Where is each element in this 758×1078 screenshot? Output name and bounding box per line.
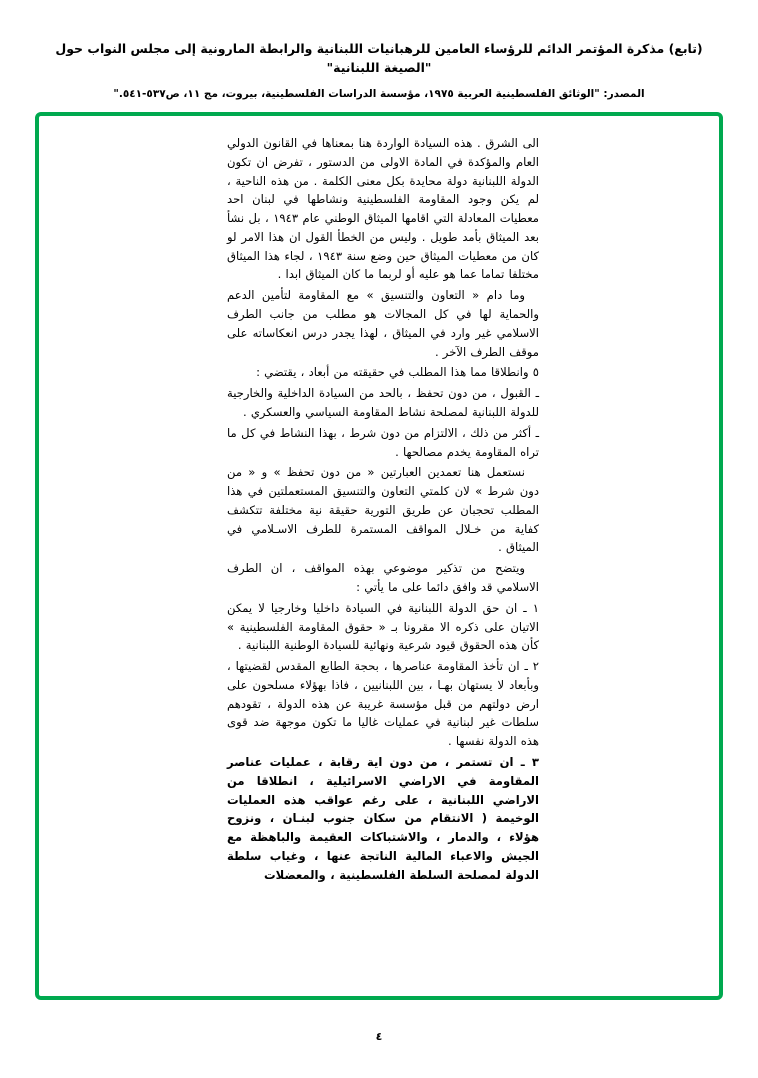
document-body <box>227 134 539 886</box>
paragraph: ـ القبول ، من دون تحفظ ، بالحد من السيادة الداخلية والخارجية للدولة اللبنانية لمصلحة نشاط المقاومة السياسي والعسكري . <box>227 386 539 419</box>
page-title: (تابع) مذكرة المؤتمر الدائم للرؤساء العامين للرهبانيات اللبنانية والرابطة المارونية إلى مجلس النواب حول "الصيغة اللبنانية" <box>55 41 703 75</box>
page-number: ٤ <box>375 1030 383 1043</box>
paragraph: ٢ ـ ان تأخذ المقاومة عناصرها ، بحجة الطابع المقدس لقضيتها ، وبأبعاد لا يستهان بهـا ، بين اللبنانيين ، فاذا بهؤلاء مسلحون على ارض دولتهم من قبل مؤسسة غريبة عن هذه الدولة ، تقودهم سلطات غير لبنانية في عمليات غاليا ما تكون موجهة ضد قوى هذه الدولة نفسها . <box>227 659 539 749</box>
paragraph: ـ أكثر من ذلك ، الالتزام من دون شرط ، بهذا النشاط في كل ما تراه المقاومة يخدم مصالحها . <box>227 425 539 459</box>
content-frame <box>35 112 723 1000</box>
paragraph: ويتضح من تذكير موضوعي بهذه المواقف ، ان الطرف الاسلامي قد وافق دائما على ما يأتي : <box>227 561 539 594</box>
paragraph: الى الشرق . هذه السيادة الواردة هنا بمعناها في القانون الدولي العام والمؤكدة في المادة الاولى من الدستور ، تفرض ان تكون الدولة اللبنانية دولة محايدة بكل معنى الكلمة . من هذه الناحية ، لم يكن وجود المقاومة الفلسطينية ونشاطها في لبنان احد معطيات المعادلة التي اقامها الميثاق الوطني عام ١٩٤٣ ، بل نشأ بعد الميثاق بأمد طويل . وليس من الخطأ القول ان هذا الامر لو كان من معطيات الميثاق حين وضع سنة ١٩٤٣ ، لجاء هذا الميثاق مختلفا تماما عما هو عليه أو لربما ما كان الميثاق ابدا . <box>227 136 539 282</box>
paragraph: نستعمل هنا تعمدين العبارتين « من دون تحفظ » و « من دون شرط » لان كلمتي التعاون والتنسيق المستعملتين في هذا المطلب تحجبان عن طريق التورية حقيقة نية مختلفة تتكشف كفاية من خـلال المواقف المستمرة للطرف الاسـلامي في الميثاق . <box>227 465 539 555</box>
paragraph: وما دام « التعاون والتنسيق » مع المقاومة لتأمين الدعم والحماية لها في كل المجالات هو مطلب من جانب الطرف الاسلامي غير وارد في الميثاق ، لهذا يجدر درس انعكاساته على موقف الطرف الآخر . <box>227 288 539 359</box>
paragraph: ١ ـ ان حق الدولة اللبنانية في السيادة داخليا وخارجيا لا يمكن الاتيان على ذكره الا مقرونا بـ « حقوق المقاومة الفلسطينية » كأن هذه الحقوق قيود شرعية ونهائية للسيادة الوطنية اللبنانية . <box>227 600 539 653</box>
paragraph: ٣ ـ ان تستمر ، من دون اية رقابة ، عمليات عناصر المقاومة في الاراضي الاسرائيلية ، انطلاقا من الاراضي اللبنانية ، على رغم عواقب هذه العمليات الوخيمة ( الانتقام من سكان جنوب لبنـان ، ونزوح هؤلاء ، والدمار ، والاشتباكات العقيمة والباهظة مع الجيش والاعباء المالية الناتجة عنها ، وغياب سلطة الدولة لمصلحة السلطة الفلسطينية ، والمعضلات <box>227 755 539 882</box>
paragraph: ٥ وانطلاقا مما هذا المطلب في حقيقته من أبعاد ، يقتضي : <box>256 365 539 380</box>
document-source: المصدر: "الوثائق الفلسطينية العربية ١٩٧٥، مؤسسة الدراسات الفلسطينية، بيروت، مج ١١، ص٥٣٧-٥٤١." <box>113 87 645 100</box>
document-header <box>30 40 728 102</box>
